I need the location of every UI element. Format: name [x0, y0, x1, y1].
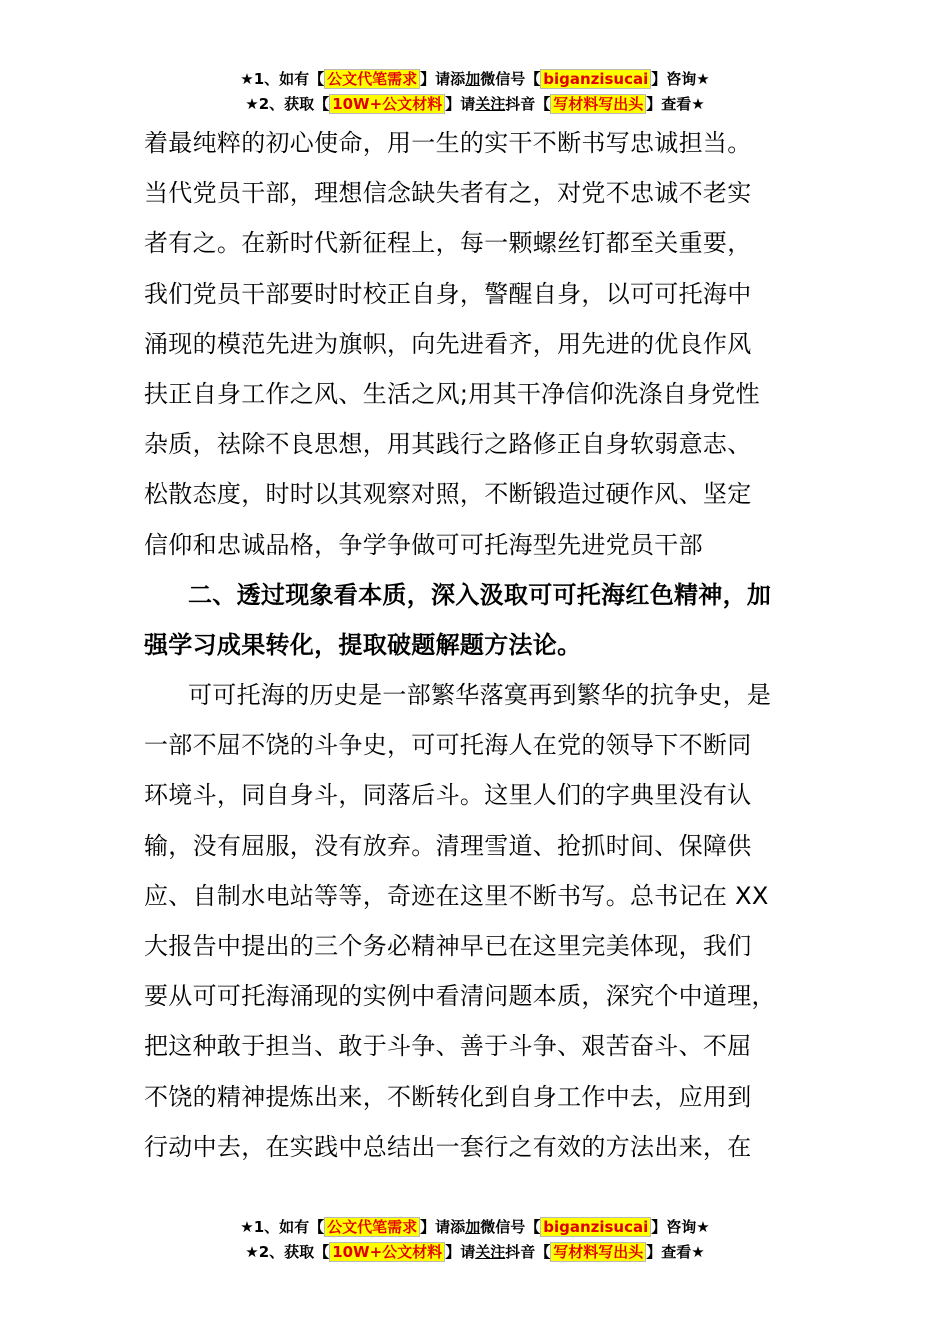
- highlight-ghostwriting: 公文代笔需求: [324, 69, 420, 89]
- text-line: 把这种敢于担当、敢于斗争、善于斗争、艰苦奋斗、不屈: [144, 1032, 752, 1061]
- banner-text: ★2、获取【: [245, 1243, 330, 1261]
- banner-text: 】请: [445, 1243, 476, 1261]
- highlight-douyin: 写材料写出头: [550, 94, 646, 114]
- text-line: 松散态度，时时以其观察对照，不断锻造过硬作风、坚定: [144, 480, 752, 509]
- text-line: 者有之。在新时代新征程上，每一颗螺丝钉都至关重要，: [144, 229, 752, 258]
- footer-banner: [0, 1215, 950, 1265]
- banner-text: 】查看★: [646, 95, 705, 113]
- paragraph-1: [144, 118, 804, 570]
- text-line: 信仰和忠诚品格，争学争做可可托海型先进党员干部: [144, 530, 703, 559]
- banner-text: 抖音【: [505, 1243, 551, 1261]
- banner-text: 微信号【: [480, 70, 541, 88]
- header-banner: [0, 67, 950, 117]
- text-line: 当代党员干部，理想信念缺失者有之，对党不忠诚不老实: [144, 179, 752, 208]
- text-line: 扶正自身工作之风、生活之风;用其干净信仰洗涤自身党性: [144, 379, 760, 408]
- paragraph-2: [144, 670, 804, 1172]
- banner-text: 】查看★: [646, 1243, 705, 1261]
- section-heading: [144, 570, 804, 670]
- text-line: 行动中去，在实践中总结出一套行之有效的方法出来，在: [144, 1132, 752, 1161]
- text-line: 环境斗，同自身斗，同落后斗。这里人们的字典里没有认: [144, 781, 752, 810]
- highlight-ghostwriting: 公文代笔需求: [324, 1217, 420, 1237]
- banner-text: 】咨询★: [651, 70, 710, 88]
- banner-text: 】请: [445, 95, 476, 113]
- text-line: 我们党员干部要时时校正自身，警醒自身，以可可托海中: [144, 279, 752, 308]
- text-line: 一部不屈不饶的斗争史，可可托海人在党的领导下不断同: [144, 731, 752, 760]
- header-line-1: [0, 67, 950, 92]
- highlight-materials: 10W+公文材料: [329, 94, 445, 114]
- heading-line: 二、透过现象看本质，深入汲取可可托海红色精神，加: [188, 580, 772, 609]
- heading-line: 强学习成果转化，提取破题解题方法论。: [144, 630, 582, 659]
- text-line: 不饶的精神提炼出来，不断转化到自身工作中去，应用到: [144, 1082, 752, 1111]
- text-line: 杂质，祛除不良思想，用其践行之路修正自身软弱意志、: [144, 430, 752, 459]
- highlight-wechat-id: biganzisucai: [540, 1217, 651, 1237]
- text-line: 要从可可托海涌现的实例中看清问题本质，深究个中道理，: [144, 982, 776, 1011]
- text-line: 可可托海的历史是一部繁华落寞再到繁华的抗争史，是: [188, 681, 772, 710]
- highlight-materials: 10W+公文材料: [329, 1242, 445, 1262]
- text-line: 着最纯粹的初心使命，用一生的实干不断书写忠诚担当。: [144, 129, 752, 157]
- text-line: 大报告中提出的三个务必精神早已在这里完美体现，我们: [144, 932, 752, 960]
- banner-underlined: 加: [465, 1218, 481, 1236]
- banner-text: ★1、如有【: [240, 1218, 325, 1236]
- banner-text: 微信号【: [480, 1218, 541, 1236]
- text-line: 应、自制水电站等等，奇迹在这里不断书写。总书记在 XX: [144, 881, 769, 910]
- banner-text: 】请添: [420, 70, 466, 88]
- banner-text: 】请添: [420, 1218, 466, 1236]
- banner-text: 】咨询★: [651, 1218, 710, 1236]
- banner-text: ★1、如有【: [240, 70, 325, 88]
- footer-line-1: [0, 1215, 950, 1240]
- text-line: 涌现的模范先进为旗帜，向先进看齐，用先进的优良作风: [144, 329, 752, 358]
- document-body: [144, 118, 804, 1172]
- highlight-wechat-id: biganzisucai: [540, 69, 651, 89]
- banner-underlined: 加: [465, 70, 481, 88]
- banner-underlined: 关注: [475, 95, 506, 113]
- banner-text: 抖音【: [505, 95, 551, 113]
- footer-line-2: [0, 1240, 950, 1265]
- banner-text: ★2、获取【: [245, 95, 330, 113]
- highlight-douyin: 写材料写出头: [550, 1242, 646, 1262]
- header-line-2: [0, 92, 950, 117]
- banner-underlined: 关注: [475, 1243, 506, 1261]
- text-line: 输，没有屈服，没有放弃。清理雪道、抢抓时间、保障供: [144, 831, 752, 860]
